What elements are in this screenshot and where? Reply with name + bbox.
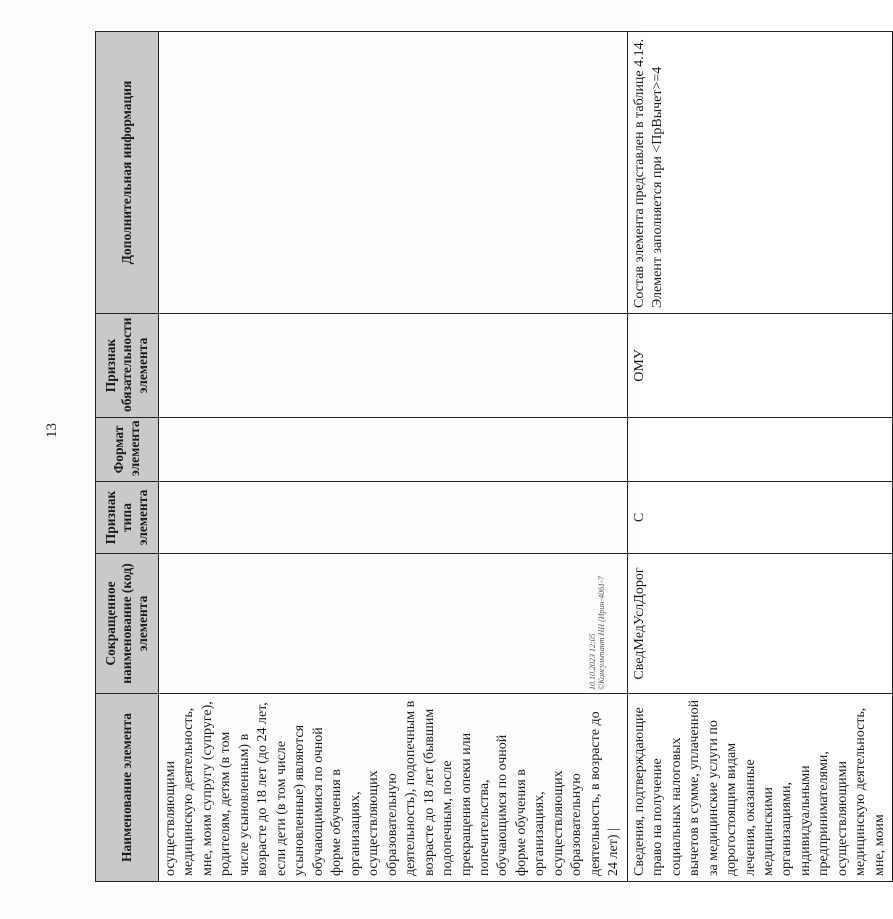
stamp-line-source: ©Консультант НН (Ирин-4061-7	[597, 576, 607, 690]
cell-name: Сведения, подтверждающие право на получение социальных налоговых вычетов в сумме, уплаченной за медицинские услуги по дорогостоящим видам лечения, оказанные медицинскими организациями, индивидуальными предпринимателями, осуществляющими медицинскую деятельность, мне, моим	[627, 694, 893, 882]
cell-type: С	[627, 482, 893, 554]
cell-format	[627, 418, 893, 482]
header-element-required: Признак обязательности элемента	[96, 314, 159, 418]
stamp-line-date: 10.10.2023 12:05	[588, 633, 597, 690]
cell-info	[159, 32, 628, 314]
document-stamp	[588, 576, 606, 690]
table-row	[159, 32, 628, 882]
table-row	[627, 32, 893, 882]
page-number: 13	[44, 423, 60, 438]
cell-format	[159, 418, 628, 482]
elements-table	[95, 31, 893, 882]
header-row	[96, 32, 159, 882]
cell-name: осуществляющими медицинскую деятельность, мне, моим супругу (супруге), родителям, детям (в том числе усыновленным) в возрасте до 18 лет (до 24 лет, если дети (в том числе усыновленные) являются обучающимися по очной форме обучения в организациях, осуществляющих образовательную деятельность), подопечным в возрасте до 18 лет (бывшим подопечным, после прекращения опеки или попечительства, обучающимся по очной форме обучения в организациях, осуществляющих образовательную деятельность, в возрасте до 24 лет) |	[159, 694, 628, 882]
cell-code	[159, 554, 628, 694]
header-additional-info: Дополнительная информация	[96, 32, 159, 314]
cell-required	[159, 314, 628, 418]
header-element-type: Признак типа элемента	[96, 482, 159, 554]
cell-type	[159, 482, 628, 554]
header-element-code: Сокращенное наименование (код) элемента	[96, 554, 159, 694]
header-element-format: Формат элемента	[96, 418, 159, 482]
cell-code: СведМедУслДорог	[627, 554, 893, 694]
header-element-name: Наименование элемента	[96, 694, 159, 882]
cell-info: Состав элемента представлен в таблице 4.14. Элемент заполняется при <ПрВычет>=4	[627, 32, 893, 314]
cell-required: ОМУ	[627, 314, 893, 418]
